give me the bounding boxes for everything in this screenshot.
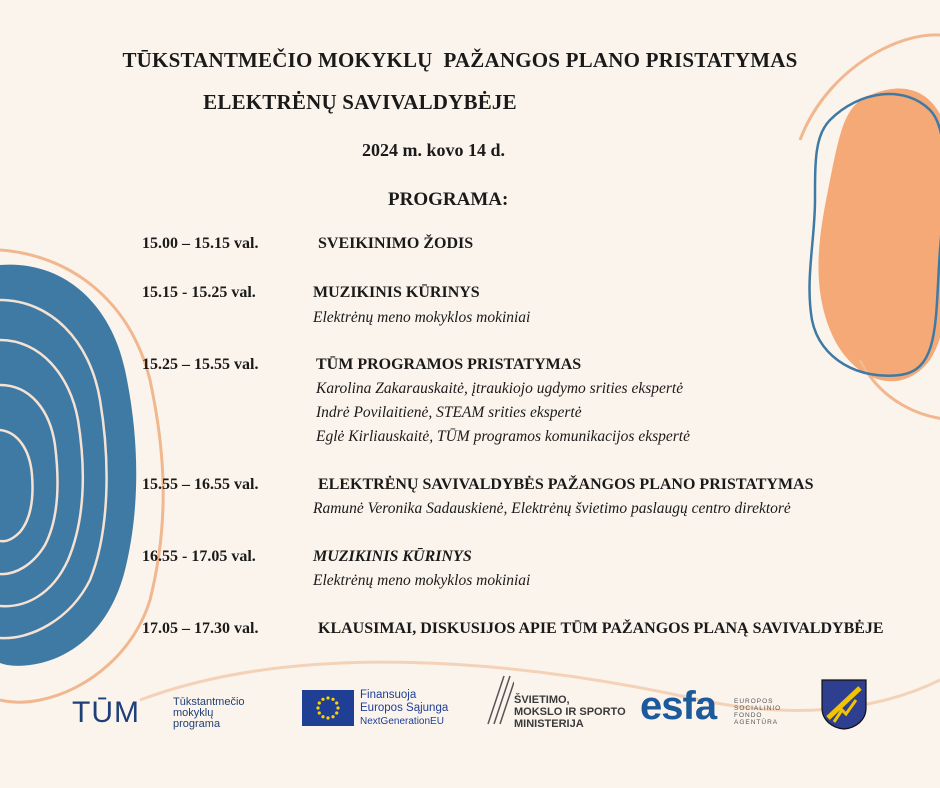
schedule-subtitle: Ramunė Veronika Sadauskienė, Elektrėnų švietimo paslaugų centro direktorė [313,500,791,517]
schedule-time: 15.00 – 15.15 val. [142,235,259,252]
schedule-subtitle: Indrė Povilaitienė, STEAM srities ekspertė [316,404,582,421]
blue-blob-left [0,265,136,666]
tum-logo [72,696,140,730]
schedule-time: 15.15 - 15.25 val. [142,284,256,301]
schedule-time: 16.55 - 17.05 val. [142,548,256,565]
schedule-title: MUZIKINIS KŪRINYS [313,548,472,565]
tum-logo-mark: TŪM [72,696,140,729]
event-date: 2024 m. kovo 14 d. [362,140,506,160]
schedule-subtitle: Eglė Kirliauskaitė, TŪM programos komunikacijos ekspertė [316,428,690,445]
eu-logo-text: Finansuoja Europos Sąjunga NextGenerationEU [360,689,449,727]
schedule-title: TŪM PROGRAMOS PRISTATYMAS [316,356,582,373]
schedule-time: 15.55 – 16.55 val. [142,476,259,493]
ministry-emblem-icon [484,672,514,733]
page-title: TŪKSTANTMEČIO MOKYKLŲ PAŽANGOS PLANO PRISTATYMAS [122,48,798,72]
ministry-logo-text: ŠVIETIMO, MOKSLO IR SPORTO MINISTERIJA [514,694,626,730]
schedule-time: 17.05 – 17.30 val. [142,620,259,637]
schedule-title: ELEKTRĖNŲ SAVIVALDYBĖS PAŽANGOS PLANO PRISTATYMAS [318,476,814,493]
schedule-subtitle: Karolina Zakarauskaitė, įtraukiojo ugdymo srities ekspertė [316,380,684,397]
esfa-logo-text: EUROPOS SOCIALINIO FONDO AGENTŪRA [734,698,782,726]
orange-blob-right [818,89,940,382]
schedule-title: SVEIKINIMO ŽODIS [318,235,474,252]
schedule-title: KLAUSIMAI, DISKUSIJOS APIE TŪM PAŽANGOS PLANĄ SAVIVALDYBĖJE [318,620,884,637]
eu-flag-icon [302,690,354,726]
tum-logo-text: Tūkstantmečio mokyklų programa [173,696,245,730]
schedule-title: MUZIKINIS KŪRINYS [313,284,480,301]
elektrenai-coat-of-arms-icon [820,678,868,735]
page-subtitle: ELEKTRĖNŲ SAVIVALDYBĖJE [203,90,517,114]
schedule-time: 15.25 – 15.55 val. [142,356,259,373]
schedule-subtitle: Elektrėnų meno mokyklos mokiniai [313,572,531,589]
sponsor-logos [0,670,940,750]
schedule-subtitle: Elektrėnų meno mokyklos mokiniai [313,309,531,326]
esfa-logo-mark: esfa [640,684,717,728]
program-heading: PROGRAMA: [388,189,509,210]
